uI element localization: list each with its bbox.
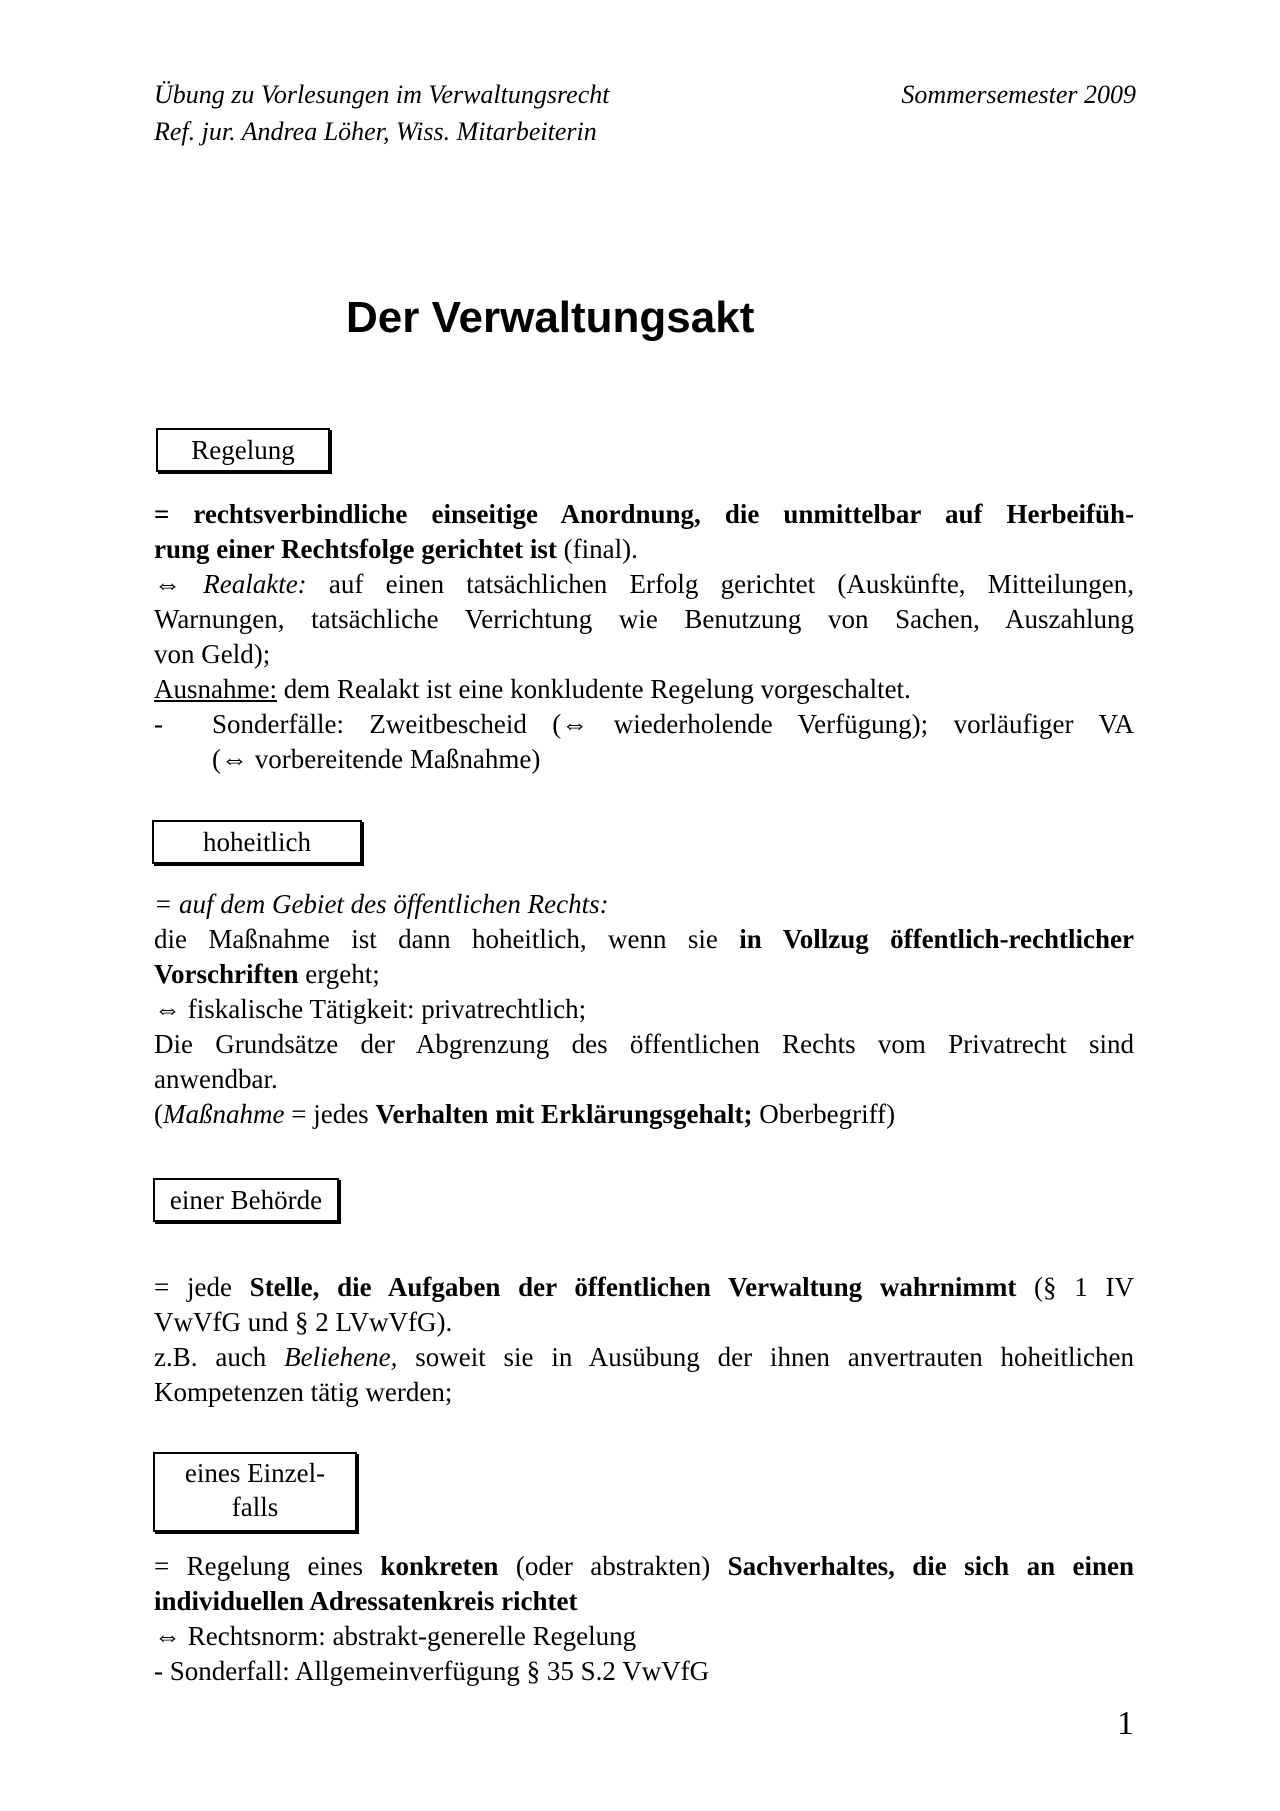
einzelfall-line-1: = Regelung eines konkreten (oder abstrakten) Sachverhaltes, die sich an einen bbox=[154, 1551, 1134, 1581]
box-regelung: Regelung bbox=[156, 428, 330, 472]
regelung-line-6: Ausnahme: dem Realakt ist eine konkludente Regelung vorgeschaltet. bbox=[154, 674, 911, 704]
header-author: Ref. jur. Andrea Löher, Wiss. Mitarbeiterin bbox=[154, 117, 597, 146]
section-hoheitlich bbox=[154, 887, 1134, 1132]
behoerde-line-2: VwVfG und § 2 LVwVfG). bbox=[154, 1307, 453, 1337]
einzelfall-line-3: ⇔ Rechtsnorm: abstrakt-generelle Regelung bbox=[154, 1621, 637, 1651]
hoheitlich-line-2: die Maßnahme ist dann hoheitlich, wenn sie in Vollzug öffentlich-rechtlicher bbox=[154, 924, 1134, 954]
list-dash: - bbox=[154, 709, 163, 739]
box-hoheitlich: hoheitlich bbox=[152, 820, 362, 864]
section-regelung bbox=[154, 497, 1134, 777]
header-course: Übung zu Vorlesungen im Verwaltungsrecht bbox=[154, 80, 610, 109]
regelung-line-2: rung einer Rechtsfolge gerichtet ist (final). bbox=[154, 534, 638, 564]
hoheitlich-line-3: Vorschriften ergeht; bbox=[154, 959, 380, 989]
header-left bbox=[154, 76, 609, 150]
behoerde-line-3: z.B. auch Beliehene, soweit sie in Ausübung der ihnen anvertrauten hoheitlichen bbox=[154, 1342, 1135, 1372]
regelung-line-7: Sonderfälle: Zweitbescheid (⇔ wiederholende Verfügung); vorläufiger VA bbox=[212, 709, 1134, 739]
hoheitlich-line-1: = auf dem Gebiet des öffentlichen Rechts: bbox=[154, 889, 609, 919]
section-einzelfall bbox=[154, 1549, 1134, 1689]
behoerde-line-4: Kompetenzen tätig werden; bbox=[154, 1377, 453, 1407]
behoerde-line-1: = jede Stelle, die Aufgaben der öffentlichen Verwaltung wahrnimmt (§ 1 IV bbox=[154, 1272, 1135, 1302]
header-semester: Sommersemester 2009 bbox=[901, 80, 1136, 109]
box-einzelfall-line-2: falls bbox=[231, 1492, 279, 1522]
section-behoerde bbox=[154, 1270, 1134, 1410]
einzelfall-line-2: individuellen Adressatenkreis richtet bbox=[154, 1586, 578, 1616]
hoheitlich-line-7: (Maßnahme = jedes Verhalten mit Erklärungsgehalt; Oberbegriff) bbox=[154, 1099, 896, 1129]
regelung-line-3: ⇔ Realakte: auf einen tatsächlichen Erfolg gerichtet (Auskünfte, Mitteilungen, bbox=[154, 569, 1135, 599]
hoheitlich-line-6: anwendbar. bbox=[154, 1064, 278, 1094]
page-number: 1 bbox=[1117, 1705, 1134, 1742]
einzelfall-line-4: - Sonderfall: Allgemeinverfügung § 35 S.2 VwVfG bbox=[154, 1656, 710, 1686]
box-einzelfall bbox=[153, 1452, 357, 1532]
page-title: Der Verwaltungsakt bbox=[346, 293, 755, 342]
box-einzelfall-line-1: eines Einzel- bbox=[184, 1458, 326, 1488]
hoheitlich-line-5: Die Grundsätze der Abgrenzung des öffentlichen Rechts vom Privatrecht sind bbox=[154, 1029, 1134, 1059]
regelung-line-4: Warnungen, tatsächliche Verrichtung wie Benutzung von Sachen, Auszahlung bbox=[154, 604, 1134, 634]
hoheitlich-line-4: ⇔ fiskalische Tätigkeit: privatrechtlich; bbox=[154, 994, 587, 1024]
regelung-list-item bbox=[154, 707, 1134, 777]
regelung-line-1: = rechtsverbindliche einseitige Anordnung, die unmittelbar auf Herbeifüh- bbox=[154, 499, 1134, 529]
box-behoerde: einer Behörde bbox=[153, 1178, 339, 1222]
regelung-line-5: von Geld); bbox=[154, 639, 271, 669]
regelung-line-8: (⇔ vorbereitende Maßnahme) bbox=[212, 744, 541, 774]
